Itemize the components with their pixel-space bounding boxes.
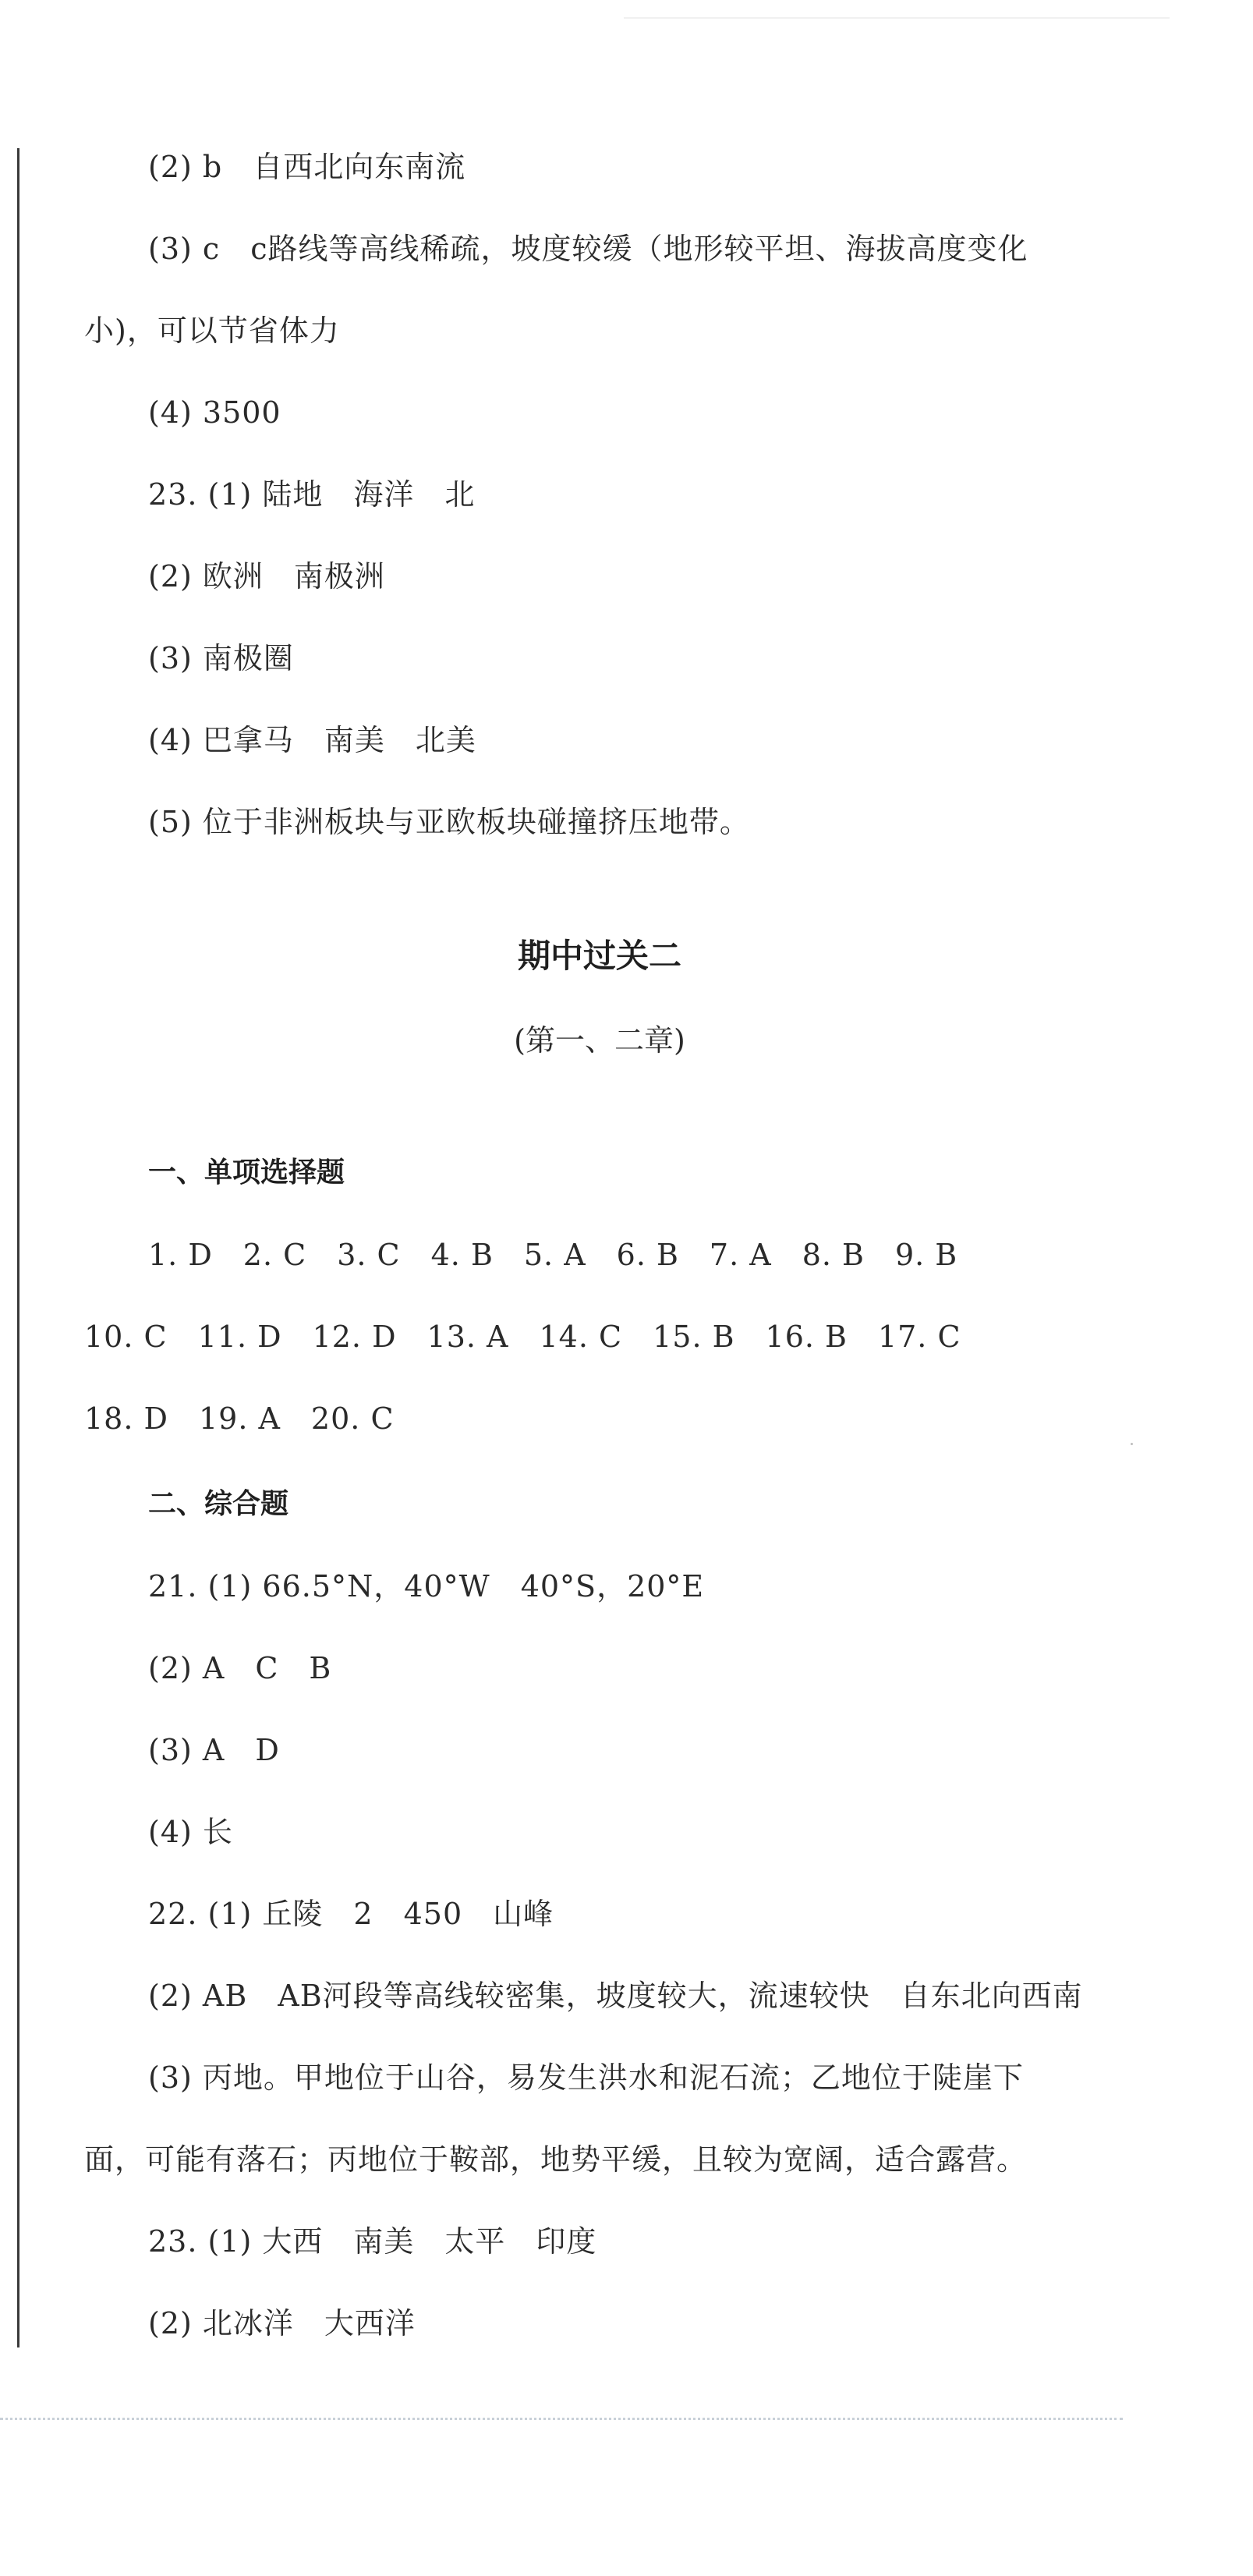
footer-dotted-rule <box>0 2418 1123 2420</box>
answer-line: (5) 位于非洲板块与亚欧板块碰撞挤压地带。 <box>148 805 750 839</box>
answer-line: (3) c c路线等高线稀疏，坡度较缓（地形较平坦、海拔高度变化 <box>148 232 1028 266</box>
answer-line: 18. D 19. A 20. C <box>84 1401 395 1436</box>
answer-line: (2) 欧洲 南极洲 <box>148 559 385 594</box>
answer-line: (2) A C B <box>148 1651 332 1685</box>
answer-line: 面，可能有落石；丙地位于鞍部，地势平缓，且较为宽阔，适合露营。 <box>84 2142 1028 2177</box>
page-title: 期中过关二 <box>517 937 681 975</box>
answer-line: 10. C 11. D 12. D 13. A 14. C 15. B 16. B 17. C <box>84 1320 961 1354</box>
answer-line: (4) 3500 <box>148 395 281 430</box>
answer-line: (2) AB AB河段等高线较密集，坡度较大，流速较快 自东北向西南 <box>148 1979 1083 2013</box>
answer-line: 23. (1) 陆地 海洋 北 <box>148 477 476 512</box>
answer-line: 1. D 2. C 3. C 4. B 5. A 6. B 7. A 8. B 9. B <box>148 1238 958 1272</box>
section-heading: 一、单项选择题 <box>148 1157 345 1189</box>
answer-line: (4) 长 <box>148 1815 233 1849</box>
answer-line: 小)，可以节省体力 <box>84 314 340 348</box>
answer-line: 23. (1) 大西 南美 太平 印度 <box>148 2224 597 2259</box>
answer-line: (3) 丙地。甲地位于山谷，易发生洪水和泥石流；乙地位于陡崖下 <box>148 2060 1024 2095</box>
binding-margin-rule <box>17 148 19 2347</box>
scan-edge-mark <box>624 17 1170 19</box>
answer-line: 22. (1) 丘陵 2 450 山峰 <box>148 1897 554 1931</box>
answer-line: 21. (1) 66.5°N，40°W 40°S，20°E <box>148 1569 705 1603</box>
answer-line: (2) 北冰洋 大西洋 <box>148 2306 416 2340</box>
answer-line: (3) 南极圈 <box>148 641 294 675</box>
answer-line: (2) b 自西北向东南流 <box>148 150 466 184</box>
scan-speck <box>1131 1443 1133 1445</box>
page-subtitle: (第一、二章) <box>514 1023 685 1058</box>
answer-line: (4) 巴拿马 南美 北美 <box>148 723 476 757</box>
section-heading: 二、综合题 <box>148 1488 289 1520</box>
answer-line: (3) A D <box>148 1733 280 1767</box>
